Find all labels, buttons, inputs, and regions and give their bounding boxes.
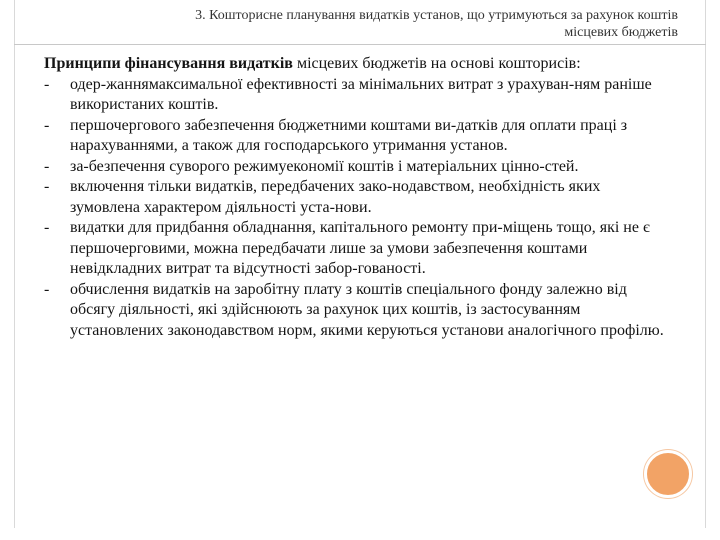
list-item [44,218,674,280]
list-item [44,177,674,218]
slide-body [44,54,674,341]
list-item [44,280,674,342]
frame-left [0,0,15,540]
frame-bottom [0,528,720,540]
list-item-text: включення тільки видатків, передбачених зако-нодавством, необхідність яких зумовлена характером діяльності уста-нови. [70,178,601,216]
list-item-text: одер-жаннямаксимальної ефективності за мінімальних витрат з урахуван-ням раніше використаних коштів. [70,75,652,113]
list-dash: - [44,219,50,236]
frame-right [705,0,720,540]
list-item [44,75,674,116]
list-dash: - [44,178,50,195]
list-dash: - [44,75,50,93]
list-item-text: за-безпечення суворого режимуекономії коштів і матеріальних цінно-стей. [70,157,579,175]
slide-header [14,0,706,45]
principles-list [44,75,674,342]
list-item-text: першочергового забезпечення бюджетними коштами ви-датків для оплати праці з нарахуваннями, а також для господарського утримання установ. [70,116,628,154]
slide-title-line-2: місцевих бюджетів [564,25,678,40]
slide-title-line-1: 3. Кошторисне планування видатків установ, що утримуються за рахунок коштів [195,8,678,23]
intro-paragraph [44,54,674,75]
list-item [44,157,674,178]
list-item-text: обчислення видатків на заробітну плату з коштів спеціального фонду залежно від обсягу діяльності, які здійснюють за рахунок цих коштів, із застосуванням установлених законодавством норм, якими керуються установи аналогічного профілю. [70,280,664,339]
list-dash: - [44,116,50,134]
list-item-text: видатки для придбання обладнання, капітального ремонту при-міщень тощо, які не є першочерговими, можна передбачати лише за умови забезпечення коштами невідкладних витрат та відсутності забор-гованості. [70,219,650,277]
list-dash: - [44,157,50,175]
decorative-circle-icon [644,450,692,498]
slide-title [78,7,678,41]
intro-bold: Принципи фінансування видатків [44,55,293,72]
list-dash: - [44,280,50,298]
list-item [44,116,674,157]
intro-text: місцевих бюджетів на основі кошторисів: [292,55,581,72]
